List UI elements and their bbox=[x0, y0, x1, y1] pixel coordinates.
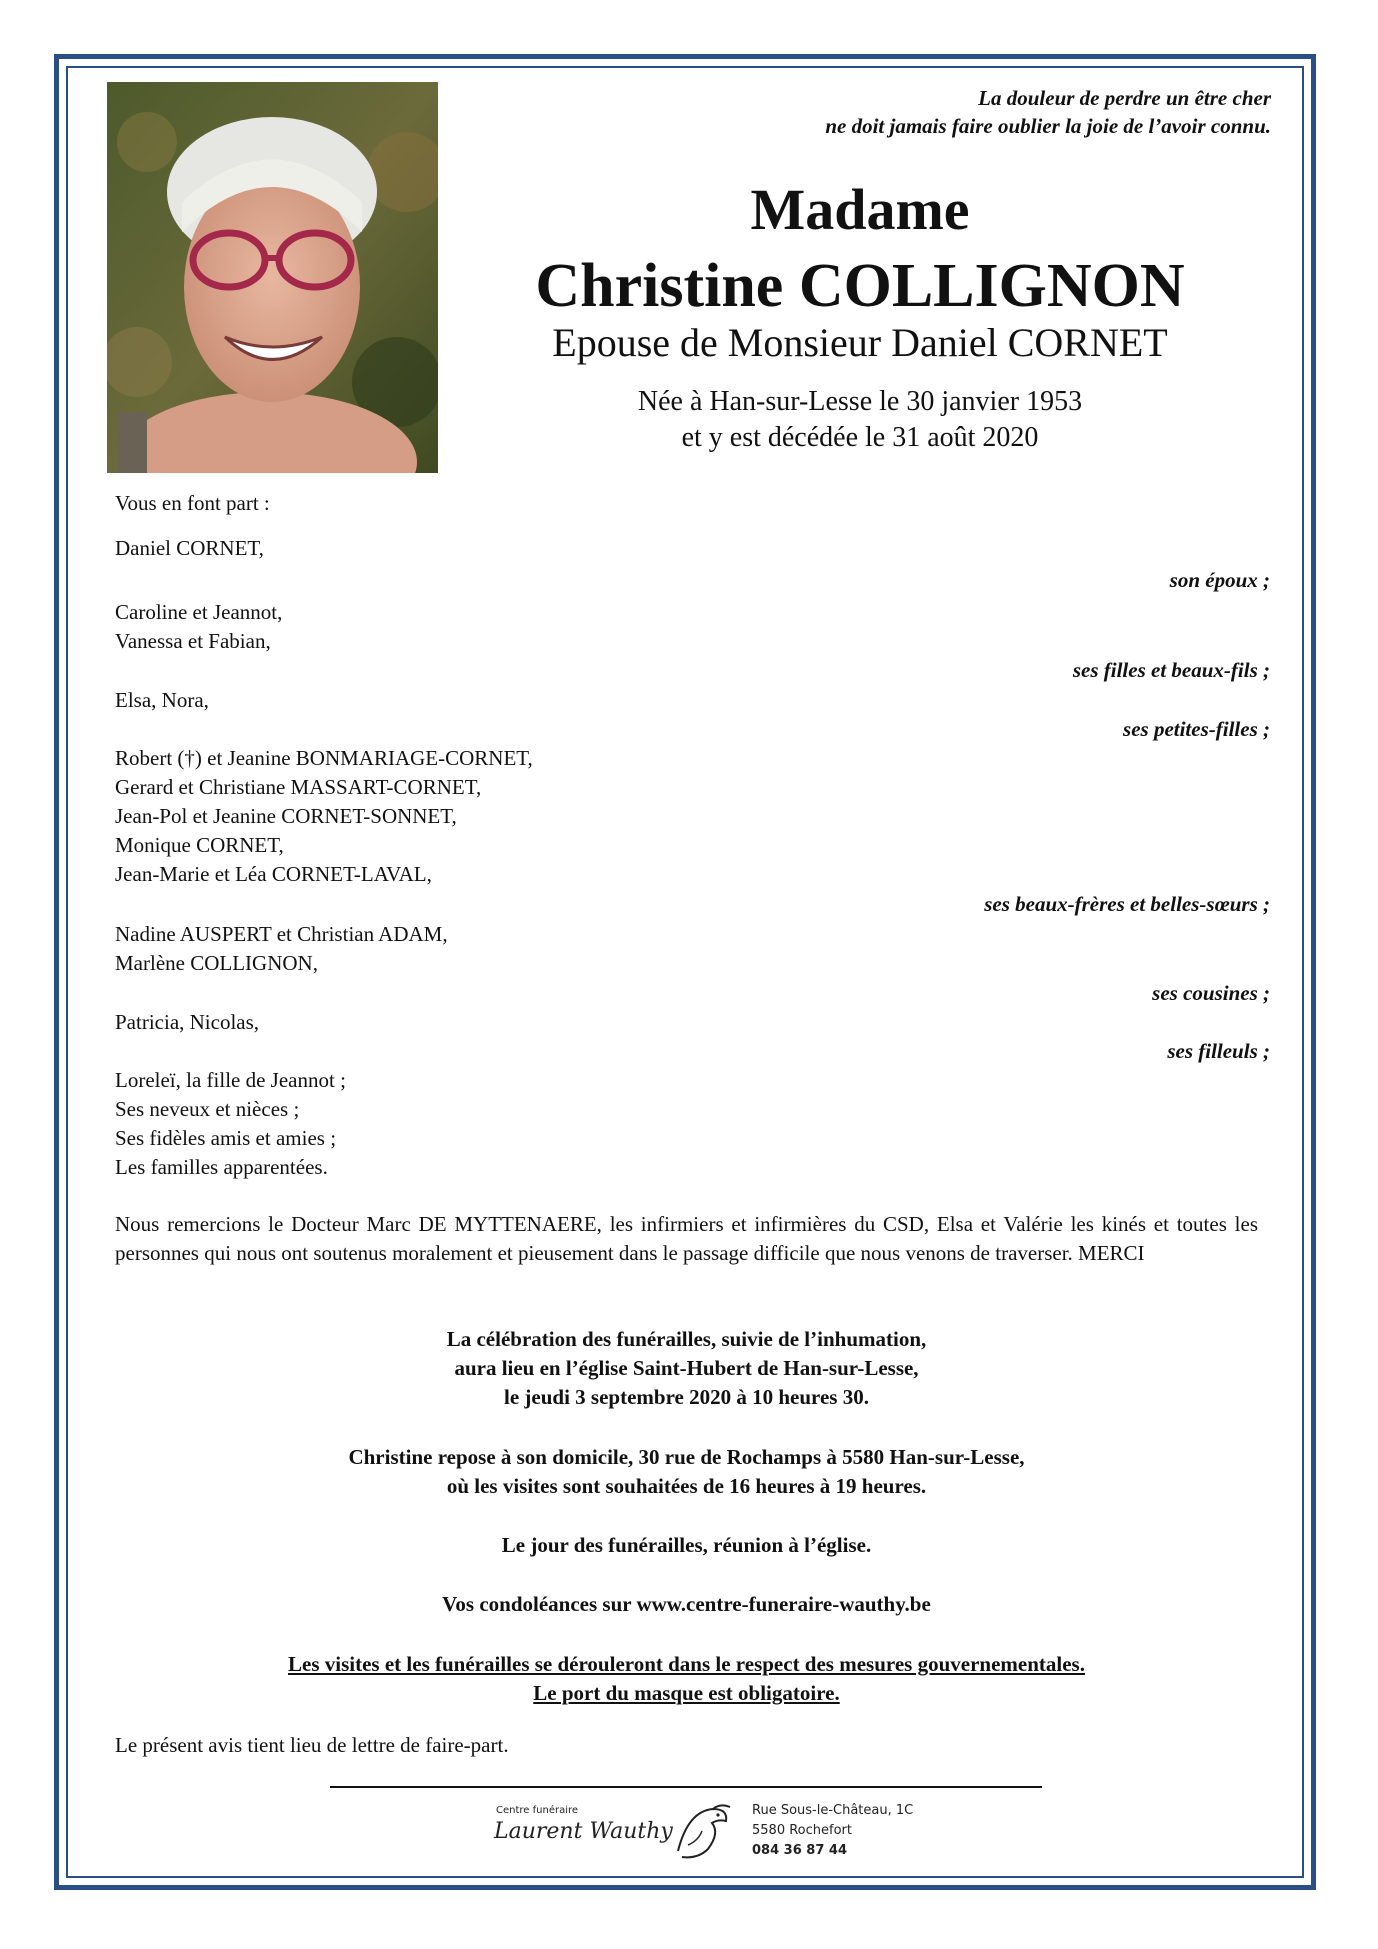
deceased-name: Christine COLLIGNON bbox=[535, 252, 1185, 320]
phone-number: 084 36 87 44 bbox=[752, 1843, 847, 1858]
funeral-line-1: La célébration des funérailles, suivie de l’inhumation, bbox=[446, 1327, 927, 1351]
family-role: ses filles et beaux-fils ; bbox=[1072, 658, 1270, 682]
family-role: son époux ; bbox=[1169, 568, 1270, 592]
family-name: Jean-Marie et Léa CORNET-LAVAL, bbox=[115, 862, 432, 886]
others-line: Ses fidèles amis et amies ; bbox=[115, 1126, 337, 1150]
family-name: Vanessa et Fabian, bbox=[115, 629, 271, 653]
others-line: Les familles apparentées. bbox=[115, 1155, 328, 1179]
bird-emblem-icon bbox=[668, 1801, 738, 1868]
closing-text: Le présent avis tient lieu de lettre de faire-part. bbox=[115, 1733, 509, 1757]
thanks-paragraph: Nous remercions le Docteur Marc DE MYTTENAERE, les infirmiers et infirmières du CSD, Elsa et Valérie les kinés et toutes les personnes qui nous ont soutenus moralement et pieusement dans le passage difficile que nous venons de traverser. MERCI bbox=[115, 1212, 1258, 1265]
family-name: Robert (†) et Jeanine BONMARIAGE-CORNET, bbox=[115, 746, 533, 770]
family-name: Jean-Pol et Jeanine CORNET-SONNET, bbox=[115, 804, 457, 828]
others-line: Loreleï, la fille de Jeannot ; bbox=[115, 1068, 346, 1092]
measures-notice bbox=[115, 1650, 1258, 1708]
family-name: Patricia, Nicolas, bbox=[115, 1010, 260, 1034]
family-name: Caroline et Jeannot, bbox=[115, 600, 283, 624]
logo-script-name: Laurent Wauthy bbox=[494, 1819, 673, 1844]
family-role: ses filleuls ; bbox=[1167, 1039, 1270, 1063]
died-line: et y est décédée le 31 août 2020 bbox=[681, 422, 1039, 453]
portrait-photo bbox=[107, 82, 438, 473]
family-name: Marlène COLLIGNON, bbox=[115, 951, 318, 975]
measures-line-2: Le port du masque est obligatoire. bbox=[533, 1681, 840, 1705]
family-name: Elsa, Nora, bbox=[115, 688, 209, 712]
intro-text: Vous en font part : bbox=[115, 491, 270, 515]
address-line-1: Rue Sous-le-Château, 1C bbox=[752, 1803, 914, 1818]
condolences-info: Vos condoléances sur www.centre-funeraire-wauthy.be bbox=[442, 1592, 931, 1616]
footer-divider bbox=[330, 1786, 1042, 1788]
funeral-line-3: le jeudi 3 septembre 2020 à 10 heures 30. bbox=[504, 1385, 869, 1409]
visits-info bbox=[115, 1443, 1258, 1501]
funeral-line-2: aura lieu en l’église Saint-Hubert de Han-sur-Lesse, bbox=[454, 1356, 919, 1380]
family-name: Gerard et Christiane MASSART-CORNET, bbox=[115, 775, 482, 799]
logo-small-text: Centre funéraire bbox=[496, 1805, 579, 1816]
family-name: Nadine AUSPERT et Christian ADAM, bbox=[115, 922, 448, 946]
visits-line-1: Christine repose à son domicile, 30 rue de Rochamps à 5580 Han-sur-Lesse, bbox=[348, 1445, 1025, 1469]
address-line-2: 5580 Rochefort bbox=[752, 1823, 852, 1838]
family-role: ses cousines ; bbox=[1152, 981, 1270, 1005]
family-role: ses beaux-frères et belles-sœurs ; bbox=[984, 892, 1270, 916]
family-role: ses petites-filles ; bbox=[1123, 717, 1270, 741]
born-line: Née à Han-sur-Lesse le 30 janvier 1953 bbox=[637, 386, 1083, 417]
deceased-title: Madame bbox=[750, 177, 970, 242]
funeral-home-address bbox=[752, 1801, 913, 1861]
deceased-dates bbox=[500, 384, 1220, 456]
measures-line-1: Les visites et les funérailles se dérouleront dans le respect des mesures gouvernementales. bbox=[288, 1652, 1085, 1676]
meeting-info: Le jour des funérailles, réunion à l’église. bbox=[501, 1533, 872, 1557]
visits-line-2: où les visites sont souhaitées de 16 heures à 19 heures. bbox=[446, 1474, 927, 1498]
funeral-info bbox=[115, 1325, 1258, 1412]
quote-line-2: ne doit jamais faire oublier la joie de l’avoir connu. bbox=[825, 114, 1271, 138]
family-name: Daniel CORNET, bbox=[115, 536, 264, 560]
others-line: Ses neveux et nièces ; bbox=[115, 1097, 300, 1121]
epigraph-quote bbox=[571, 84, 1271, 140]
funeral-home-logo bbox=[490, 1797, 930, 1869]
family-name: Monique CORNET, bbox=[115, 833, 284, 857]
quote-line-1: La douleur de perdre un être cher bbox=[978, 86, 1271, 110]
deceased-spouse: Epouse de Monsieur Daniel CORNET bbox=[552, 320, 1168, 365]
